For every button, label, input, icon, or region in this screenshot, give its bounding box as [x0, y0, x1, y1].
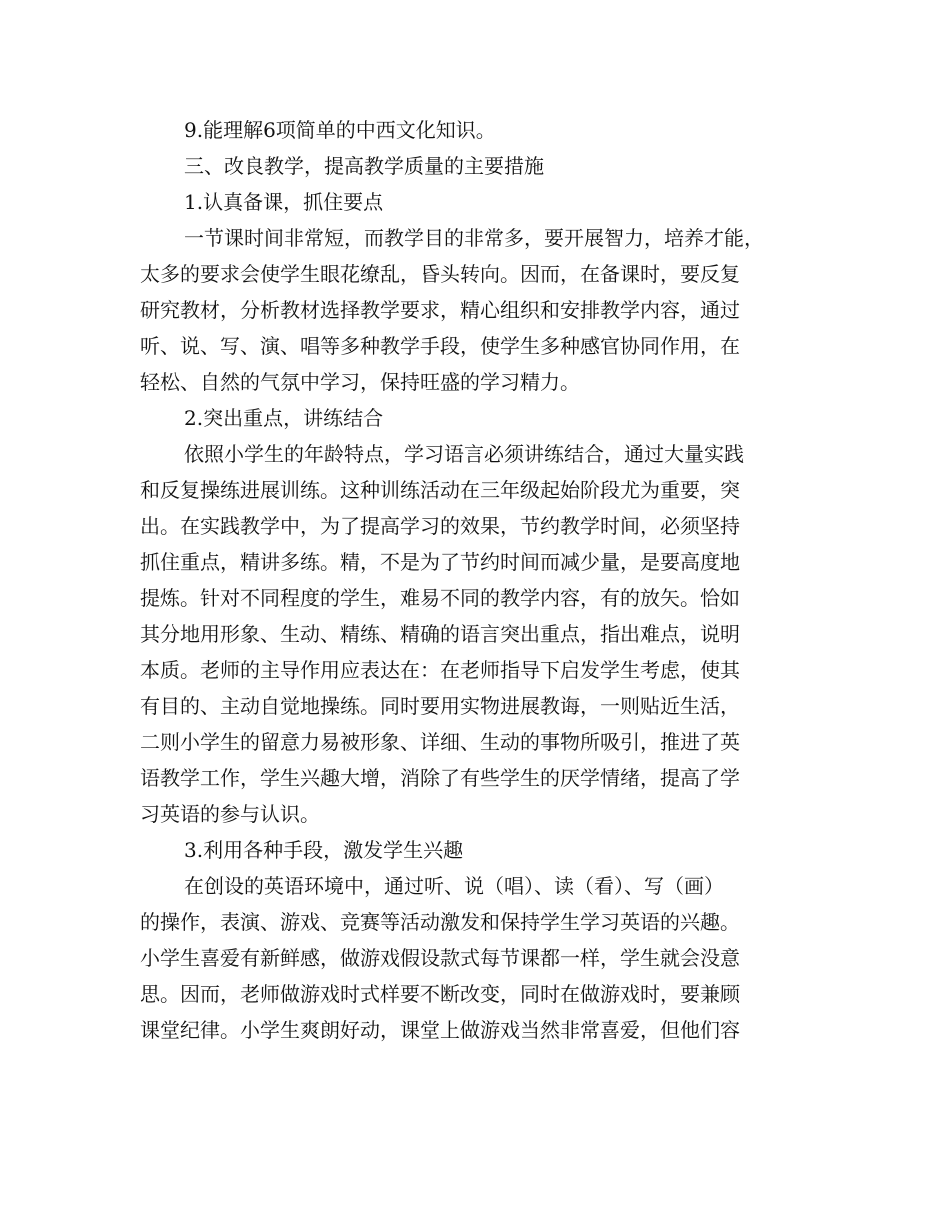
- text-line: 抓住重点，精讲多练。精，不是为了节约时间而减少量，是要高度地: [140, 550, 740, 574]
- text-line: 语教学工作，学生兴趣大增，消除了有些学生的厌学情绪，提高了学: [140, 766, 740, 790]
- text-line: 和反复操练进展训练。这种训练活动在三年级起始阶段尤为重要，突: [140, 478, 740, 502]
- text-line: 本质。老师的主导作用应表达在：在老师指导下启发学生考虑，使其: [140, 658, 740, 682]
- text-line: 2.突出重点，讲练结合: [184, 406, 384, 430]
- text-line: 小学生喜爱有新鲜感，做游戏假设款式每节课都一样，学生就会没意: [140, 946, 740, 970]
- text-line: 1.认真备课，抓住要点: [184, 190, 384, 214]
- document-body: [140, 112, 825, 1048]
- text-line: 有目的、主动自觉地操练。同时要用实物进展教诲，一则贴近生活，: [140, 694, 740, 718]
- text-line: 9.能理解6项简单的中西文化知识。: [184, 118, 496, 142]
- text-line: 依照小学生的年龄特点，学习语言必须讲练结合，通过大量实践: [184, 442, 744, 466]
- text-line: 听、说、写、演、唱等多种教学手段，使学生多种感官协同作用，在: [140, 334, 740, 358]
- text-line: 其分地用形象、生动、精练、精确的语言突出重点，指出难点，说明: [140, 622, 740, 646]
- text-line: 习英语的参与认识。: [140, 802, 320, 826]
- text-line: 提炼。针对不同程度的学生，难易不同的教学内容，有的放矢。恰如: [140, 586, 740, 610]
- text-line: 课堂纪律。小学生爽朗好动，课堂上做游戏当然非常喜爱，但他们容: [140, 1018, 740, 1042]
- text-line: 三、改良教学，提高教学质量的主要措施: [184, 154, 544, 178]
- text-line: 思。因而，老师做游戏时式样要不断改变，同时在做游戏时，要兼顾: [140, 982, 740, 1006]
- text-line: 太多的要求会使学生眼花缭乱，昏头转向。因而，在备课时，要反复: [140, 262, 740, 286]
- text-line: 出。在实践教学中，为了提高学习的效果，节约教学时间，必须坚持: [140, 514, 740, 538]
- text-line: 在创设的英语环境中，通过听、说（唱）、读（看）、写（画）: [184, 874, 724, 898]
- text-line: 二则小学生的留意力易被形象、详细、生动的事物所吸引，推进了英: [140, 730, 740, 754]
- text-line: 3.利用各种手段，激发学生兴趣: [184, 838, 464, 862]
- text-line: 一节课时间非常短，而教学目的非常多，要开展智力，培养才能，: [184, 226, 764, 250]
- text-line: 的操作，表演、游戏、竞赛等活动激发和保持学生学习英语的兴趣。: [140, 910, 740, 934]
- text-line: 轻松、自然的气氛中学习，保持旺盛的学习精力。: [140, 370, 580, 394]
- text-line: 研究教材，分析教材选择教学要求，精心组织和安排教学内容，通过: [140, 298, 740, 322]
